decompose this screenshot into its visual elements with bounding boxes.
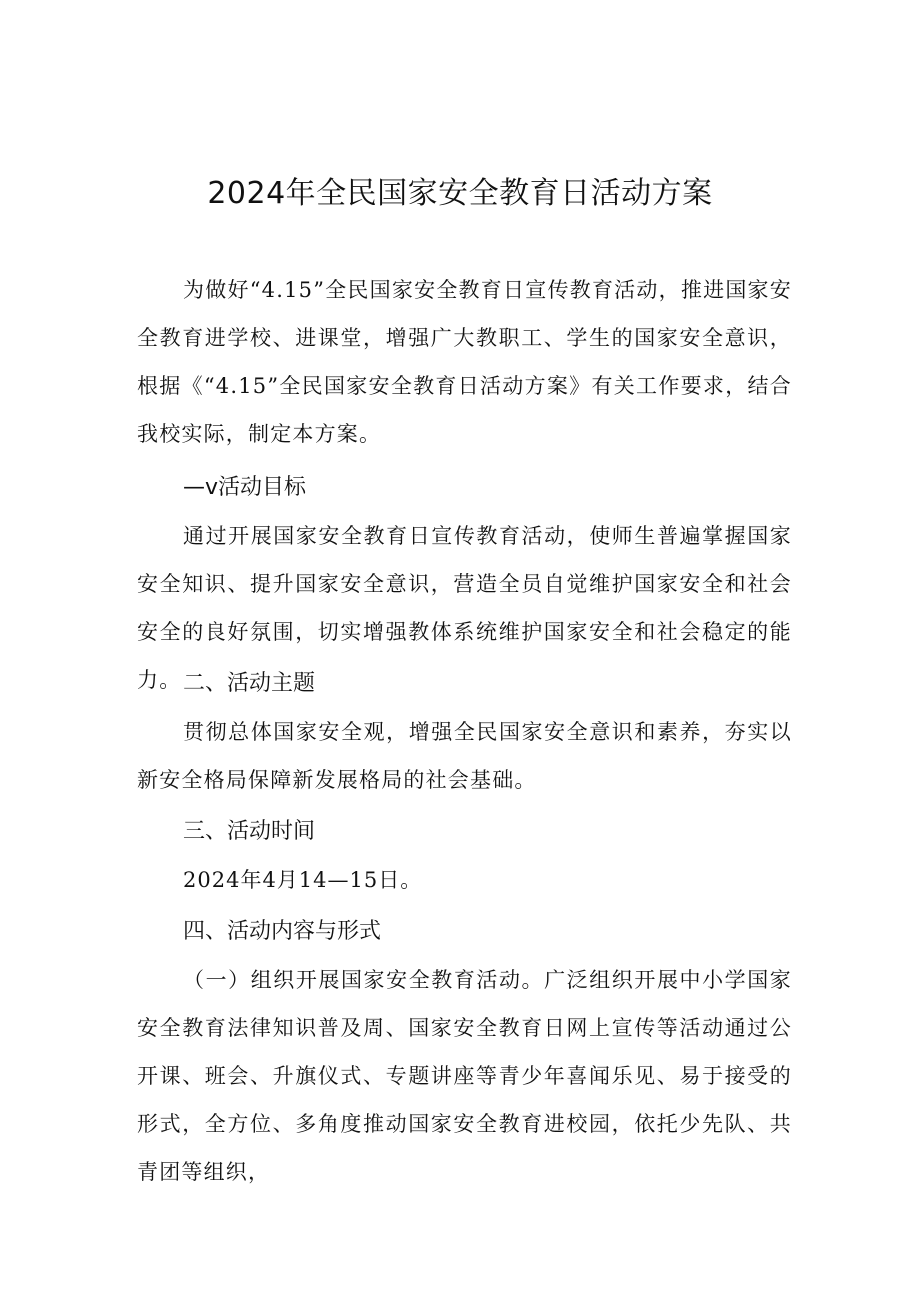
- intro-paragraph: 为做好“4.15”全民国家安全教育日宣传教育活动，推进国家安全教育进学校、进课堂，增强广大教职工、学生的国家安全意识，根据《“4.15”全民国家安全教育日活动方案》有关工作要求，结合我校实际，制定本方案。: [137, 278, 792, 446]
- section-body-content: （一）组织开展国家安全教育活动。广泛组织开展中小学国家安全教育法律知识普及周、国家安全教育日网上宣传等活动通过公开课、班会、升旗仪式、专题讲座等青少年喜闻乐见、易于接受的形式，全方位、多角度推动国家安全教育进校园，依托少先队、共青团等组织，: [137, 968, 792, 1184]
- document-title: 2024年全民国家安全教育日活动方案: [207, 176, 713, 211]
- section-heading-content: 四、活动内容与形式: [183, 919, 382, 944]
- section-heading-theme: 二、活动主题: [183, 671, 316, 696]
- section-body-goal: 通过开展国家安全教育日宣传教育活动，使师生普遍掌握国家安全知识、提升国家安全意识，营造全员自觉维护国家安全和社会安全的良好氛围，切实增强教体系统维护国家安全和社会稳定的能力。: [137, 524, 792, 692]
- section-heading-goal: —v活动目标: [183, 475, 307, 500]
- section-body-time: 2024年4月14—15日。: [183, 868, 423, 892]
- section-body-theme: 贯彻总体国家安全观，增强全民国家安全意识和素养，夯实以新安全格局保障新发展格局的社会基础。: [137, 720, 792, 792]
- section-heading-time: 三、活动时间: [183, 819, 316, 844]
